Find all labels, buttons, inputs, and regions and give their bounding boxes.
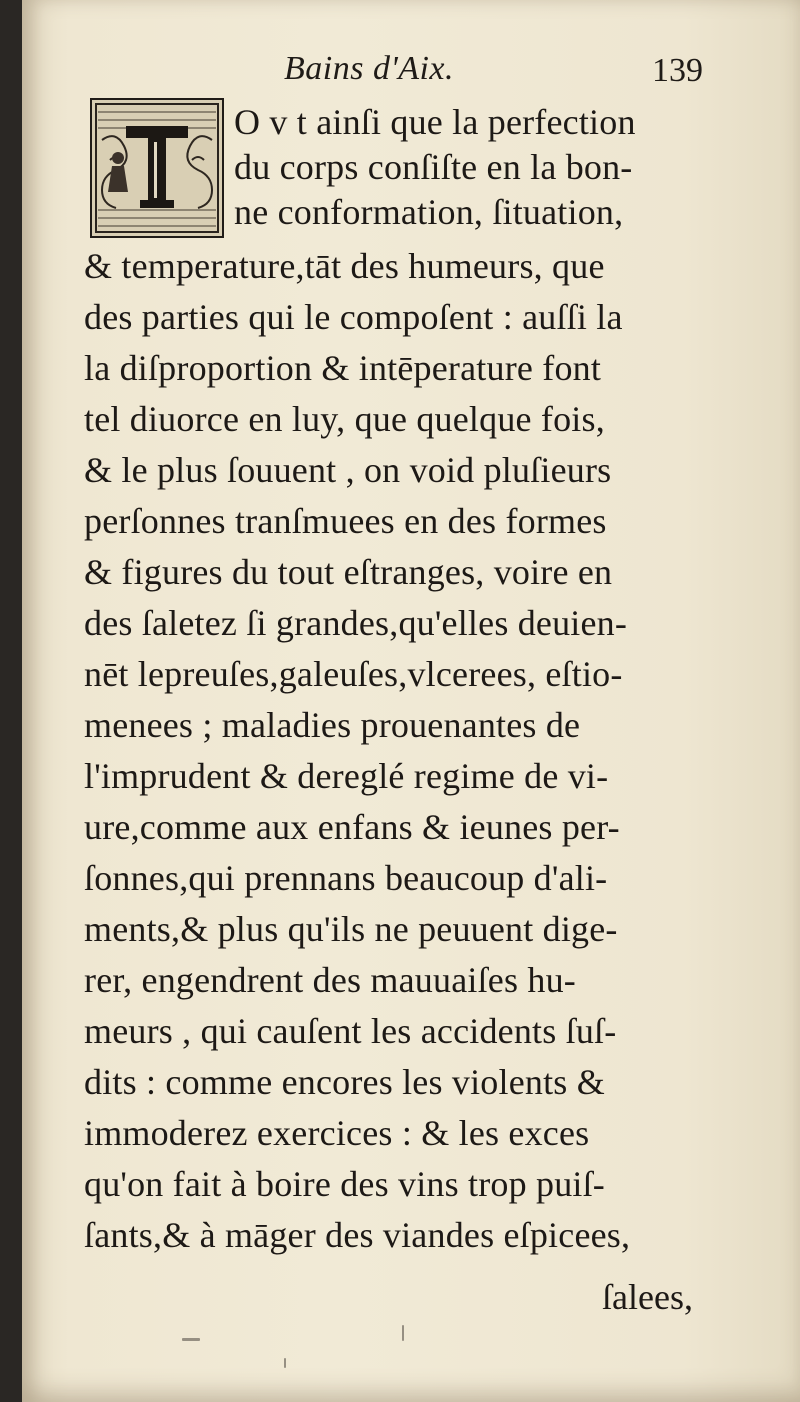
- text-line: perſonnes tranſmuees en des formes: [84, 501, 607, 541]
- text-line: ments,& plus qu'ils ne peuuent dige-: [84, 909, 618, 949]
- text-line: & le plus ſouuent , on void pluſieurs: [84, 450, 612, 490]
- text-line: immoderez exercices : & les exces: [84, 1113, 590, 1153]
- text-line: l'imprudent & dereglé regime de vi-: [84, 756, 609, 796]
- text-line: ſants,& à māger des viandes eſpicees,: [84, 1215, 631, 1255]
- catchword: ſalees,: [602, 1277, 693, 1317]
- text-line: ſonnes,qui prennans beaucoup d'ali-: [84, 858, 608, 898]
- text-line: tel diuorce en luy, que quelque fois,: [84, 399, 605, 439]
- text-line: ure,comme aux enfans & ieunes per-: [84, 807, 620, 847]
- text-line: nēt lepreuſes,galeuſes,vlcerees, eſtio-: [84, 654, 623, 694]
- text-line: qu'on fait à boire des vins trop puiſ-: [84, 1164, 605, 1204]
- text-line: & temperature,tāt des humeurs, que: [84, 246, 605, 286]
- running-title: Bains d'Aix.: [284, 50, 455, 87]
- text-line: rer, engendrent des mauuaiſes hu-: [84, 960, 576, 1000]
- text-line: menees ; maladies prouenantes de: [84, 705, 581, 745]
- text-line: du corps conſiſte en la bon-: [234, 147, 633, 187]
- page-number: 139: [652, 52, 703, 89]
- ink-speck: [402, 1325, 404, 1341]
- text-line: ne conformation, ſituation,: [234, 192, 624, 232]
- text-line: la diſproportion & intēperature font: [84, 348, 602, 388]
- text-line: dits : comme encores les violents &: [84, 1062, 605, 1102]
- book-page: [22, 0, 800, 1402]
- ink-speck: [284, 1358, 286, 1368]
- text-line: des parties qui le compoſent : auſſi la: [84, 297, 623, 337]
- text-line: meurs , qui cauſent les accidents ſuſ-: [84, 1011, 617, 1051]
- body-text: [22, 0, 800, 1402]
- ink-speck: [182, 1338, 200, 1341]
- text-line: & figures du tout eſtranges, voire en: [84, 552, 613, 592]
- text-line: des ſaletez ſi grandes,qu'elles deuien-: [84, 603, 628, 643]
- text-line: O v t ainſi que la perfection: [234, 102, 636, 142]
